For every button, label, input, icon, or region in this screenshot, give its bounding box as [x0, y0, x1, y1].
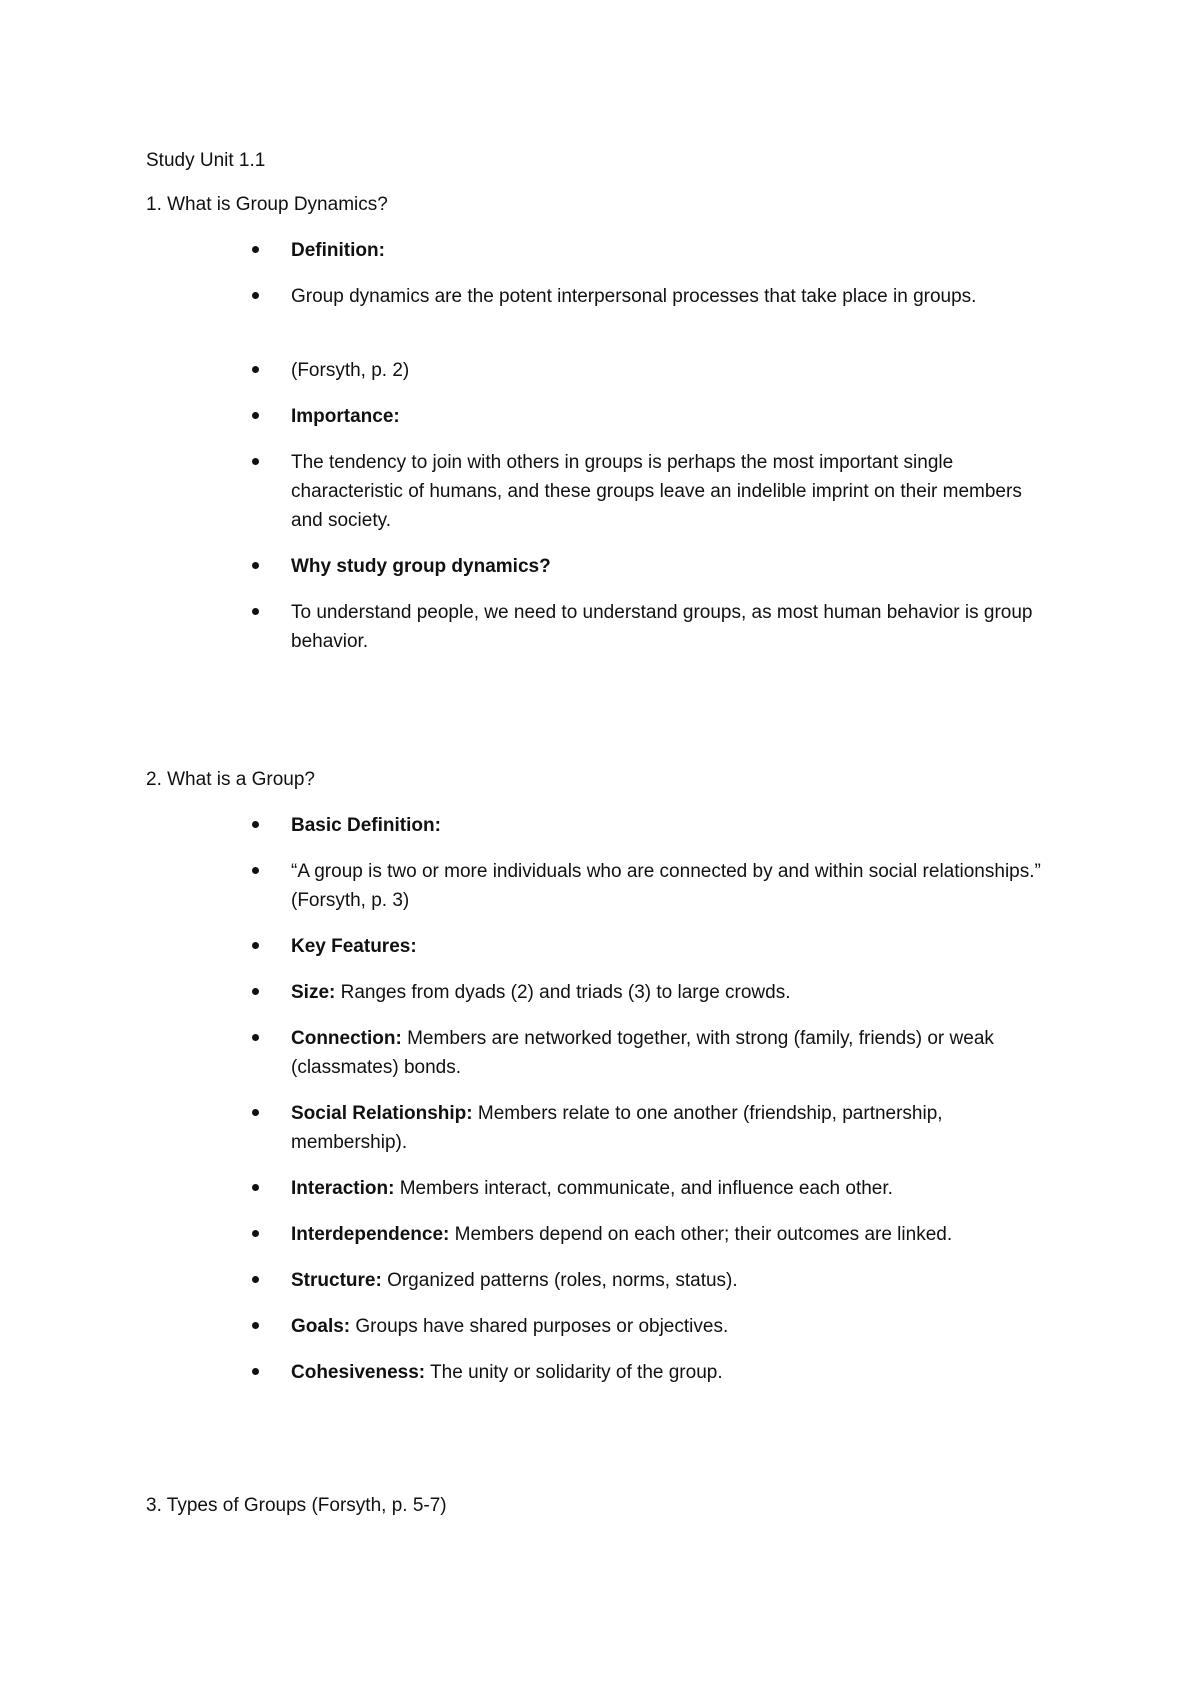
- item-bold-label: Goals:: [291, 1316, 351, 1337]
- item-text: Organized patterns (roles, norms, status).: [381, 1270, 738, 1291]
- bullet-icon: [252, 1034, 259, 1041]
- bullet-icon: [252, 366, 259, 373]
- item-bold-label: Importance:: [291, 406, 400, 427]
- bullet-icon: [252, 1322, 259, 1329]
- section-heading-types-of-groups: 3. Types of Groups (Forsyth, p. 5-7): [146, 1495, 447, 1516]
- item-text: (Forsyth, p. 2): [291, 360, 410, 381]
- item-text: The tendency to join with others in groups is perhaps the most important single characteristic of humans, and these groups leave an indelible imprint on their members and society.: [291, 452, 1022, 531]
- document-title: Study Unit 1.1: [146, 150, 266, 171]
- section-heading-group-dynamics: 1. What is Group Dynamics?: [146, 194, 388, 215]
- bullet-icon: [252, 246, 259, 253]
- item-text: Group dynamics are the potent interpersonal processes that take place in groups.: [291, 286, 977, 307]
- bullet-icon: [252, 988, 259, 995]
- section-heading-what-is-group: 2. What is a Group?: [146, 769, 315, 790]
- bullet-icon: [252, 1184, 259, 1191]
- item-text: The unity or solidarity of the group.: [425, 1362, 723, 1383]
- bullet-icon: [252, 942, 259, 949]
- bullet-icon: [252, 458, 259, 465]
- item-bold-label: Structure:: [291, 1270, 382, 1291]
- bullet-icon: [252, 292, 259, 299]
- item-text: Members interact, communicate, and influence each other.: [394, 1178, 893, 1199]
- item-bold-label: Definition:: [291, 240, 385, 261]
- bullet-icon: [252, 608, 259, 615]
- bullet-icon: [252, 1109, 259, 1116]
- item-bold-label: Size:: [291, 982, 336, 1003]
- item-bold-label: Social Relationship:: [291, 1103, 473, 1124]
- item-text: To understand people, we need to understand groups, as most human behavior is group behavior.: [291, 602, 1033, 652]
- item-bold-label: Connection:: [291, 1028, 402, 1049]
- item-text: Ranges from dyads (2) and triads (3) to large crowds.: [335, 982, 791, 1003]
- item-text: Members are networked together, with strong (family, friends) or weak (classmates) bonds.: [291, 1028, 994, 1078]
- item-bold-label: Cohesiveness:: [291, 1362, 426, 1383]
- bullet-icon: [252, 1230, 259, 1237]
- item-text: “A group is two or more individuals who are connected by and within social relationships.” (Forsyth, p. 3): [291, 861, 1041, 911]
- item-text: Members relate to one another (friendship, partnership, membership).: [291, 1103, 943, 1153]
- item-bold-label: Interdependence:: [291, 1224, 450, 1245]
- bullet-icon: [252, 412, 259, 419]
- item-text: Groups have shared purposes or objectives.: [350, 1316, 729, 1337]
- bullet-icon: [252, 821, 259, 828]
- item-bold-label: Interaction:: [291, 1178, 395, 1199]
- bullet-icon: [252, 1276, 259, 1283]
- item-bold-label: Basic Definition:: [291, 815, 441, 836]
- item-bold-label: Key Features:: [291, 936, 417, 957]
- bullet-icon: [252, 1368, 259, 1375]
- bullet-icon: [252, 867, 259, 874]
- bullet-icon: [252, 562, 259, 569]
- item-text: Members depend on each other; their outcomes are linked.: [449, 1224, 953, 1245]
- item-bold-label: Why study group dynamics?: [291, 556, 551, 577]
